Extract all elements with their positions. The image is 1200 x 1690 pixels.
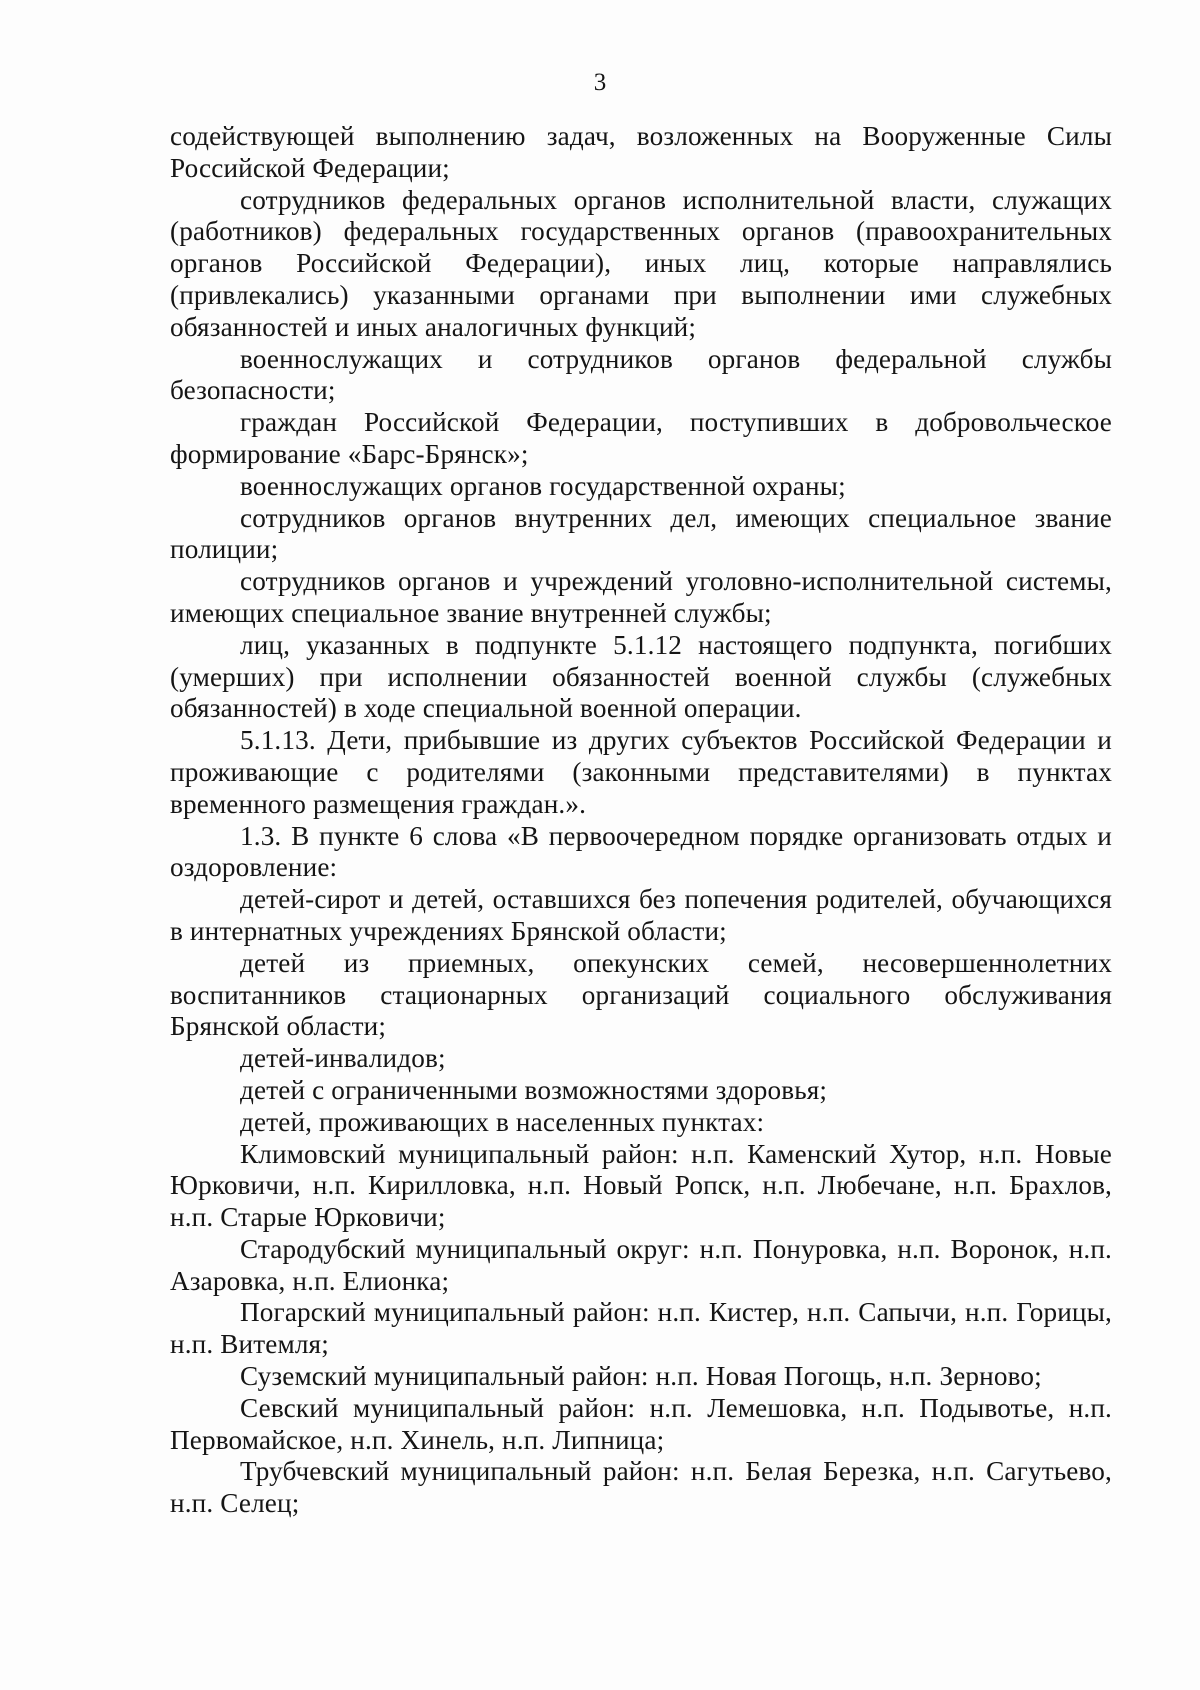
paragraph: детей из приемных, опекунских семей, несовершеннолетних воспитанников стационарных организаций социального обслуживания Брянской области; [170, 947, 1112, 1042]
paragraph: Стародубский муниципальный округ: н.п. Понуровка, н.п. Воронок, н.п. Азаровка, н.п. Елионка; [170, 1233, 1112, 1296]
paragraph: сотрудников федеральных органов исполнительной власти, служащих (работников) федеральных государственных органов (правоохранительных органов Российской Федерации), иных лиц, которые направлялись (привлекались) указанными органами при выполнении ими служебных обязанностей и иных аналогичных функций; [170, 184, 1112, 342]
paragraph: сотрудников органов и учреждений уголовно-исполнительной системы, имеющих специальное звание внутренней службы; [170, 566, 1112, 628]
page-number: 3 [593, 69, 607, 96]
paragraph: Севский муниципальный район: н.п. Лемешовка, н.п. Подывотье, н.п. Первомайское, н.п. Хинель, н.п. Липница; [170, 1392, 1112, 1455]
paragraph: военнослужащих органов государственной охраны; [240, 470, 846, 501]
paragraph: Климовский муниципальный район: н.п. Каменский Хутор, н.п. Новые Юрковичи, н.п. Кирилловка, н.п. Новый Ропск, н.п. Любечане, н.п. Брахлов, н.п. Старые Юрковичи; [170, 1138, 1112, 1233]
paragraph: детей, проживающих в населенных пунктах: [240, 1106, 765, 1137]
document-body [170, 121, 1112, 1520]
paragraph: граждан Российской Федерации, поступивших в добровольческое формирование «Барс-Брянск»; [170, 407, 1112, 469]
paragraph: сотрудников органов внутренних дел, имеющих специальное звание полиции; [170, 502, 1112, 565]
paragraph: Погарский муниципальный район: н.п. Кистер, н.п. Сапычи, н.п. Горицы, н.п. Витемля; [170, 1297, 1112, 1360]
paragraph: 5.1.13. Дети, прибывшие из других субъектов Российской Федерации и проживающие с родителями (законными представителями) в пунктах временного размещения граждан.». [170, 725, 1112, 819]
paragraph: детей с ограниченными возможностями здоровья; [240, 1074, 828, 1105]
paragraph: Трубчевский муниципальный район: н.п. Белая Березка, н.п. Сагутьево, н.п. Селец; [170, 1456, 1112, 1519]
paragraph: содействующей выполнению задач, возложенных на Вооруженные Силы Российской Федерации; [170, 121, 1112, 183]
paragraph: Суземский муниципальный район: н.п. Новая Погощь, н.п. Зерново; [240, 1361, 1042, 1392]
paragraph: 1.3. В пункте 6 слова «В первоочередном порядке организовать отдых и оздоровление: [170, 820, 1112, 883]
paragraph: детей-инвалидов; [240, 1043, 446, 1074]
paragraph: военнослужащих и сотрудников органов федеральной службы безопасности; [170, 343, 1112, 406]
paragraph: детей-сирот и детей, оставшихся без попечения родителей, обучающихся в интернатных учреждениях Брянской области; [170, 884, 1112, 946]
paragraph: лиц, указанных в подпункте 5.1.12 настоящего подпункта, погибших (умерших) при исполнении обязанностей военной службы (служебных обязанностей) в ходе специальной военной операции. [170, 629, 1112, 724]
